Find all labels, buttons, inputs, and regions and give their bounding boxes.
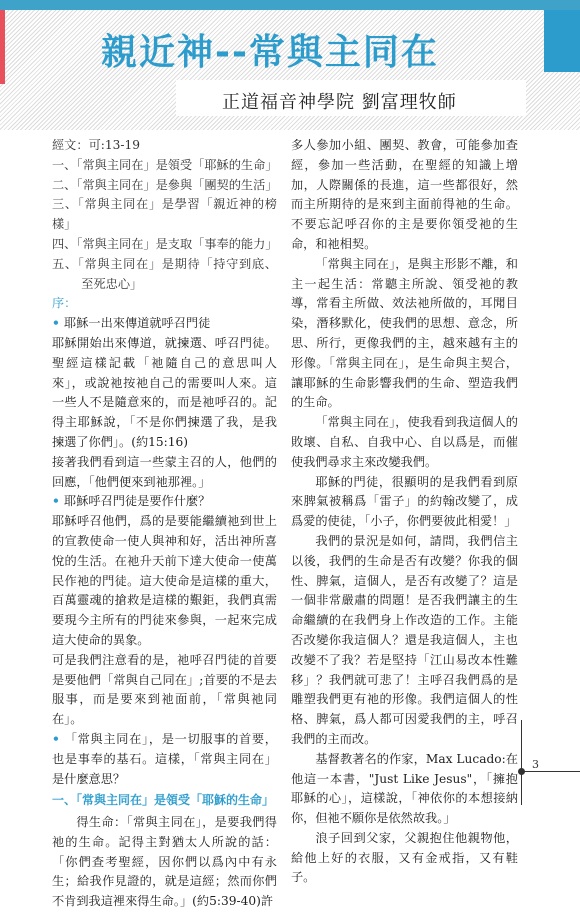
footer-dot bbox=[518, 768, 525, 775]
right-paragraph-2: 「常與主同在」，是與主形影不離，和主一起生活：常聽主所說、領受祂的教導，常看主所做、效法祂所做的，耳聞目染，潛移默化，使我們的思想、意念，所思、所行，更像我們的主，越來越有主的形像。「常與主同在」，是生命與主契合，讓耶穌的生命影響我們的生命、塑造我們的生命。 bbox=[291, 256, 518, 410]
scripture-line bbox=[52, 136, 277, 156]
top-blue-bar bbox=[0, 0, 580, 10]
bullet-3-text: 「常與主同在」，是一切服事的首要，也是事奉的基石。這樣，「常與主同在」是什麼意思？ bbox=[52, 731, 277, 786]
bullet-1-text: 耶穌一出來傳道就呼召門徒 bbox=[64, 316, 211, 331]
right-column bbox=[291, 136, 518, 888]
bullet-1 bbox=[52, 314, 277, 334]
footer-vertical-rule bbox=[521, 720, 522, 805]
right-paragraph-5: 我們的景況是如何，請問，我們信主以後，我們的生命是否有改變？你我的個性、脾氣，這個人，是否有改變了？這是一個非常嚴肅的問題！是否我們讓主的生命繼續的在我們身上作改造的工作。主能否改變你我這個人？還是我這個人，主也改變不了我？若是堅持「江山易改本性難移」？我們就可悲了！主呼召我們爲的是雕塑我們更有祂的形像。我們這個人的性格、脾氣，爲人都可因愛我們的主，呼召我們的主而改。 bbox=[291, 533, 518, 746]
right-paragraph-4: 耶穌的門徒，很顯明的是我們看到原來脾氣被稱爲「雷子」的約翰改變了，成爲愛的使徒，「小子，你們要彼此相愛！」 bbox=[291, 474, 518, 529]
article-author: 正道福音神學院 劉富理牧師 bbox=[222, 92, 457, 113]
section-heading-text: 一、「常與主同在」是領受「耶穌的生命」 bbox=[52, 793, 275, 808]
paragraph-3: 耶穌呼召他們，爲的是要能繼續祂到世上的宣教使命一使人與神和好，活出神所喜悅的生活。在祂升天前下達大使命一使萬民作祂的門徒。這大使命是這樣的重大，百萬靈魂的搶救是這樣的艱鉅，我們真需要現今主所有的門徒來參與，一起來完成這大使命的異象。 bbox=[52, 514, 277, 647]
outline-item-1: 一、「常與主同在」是領受「耶穌的生命」 bbox=[52, 157, 278, 172]
bullet-2-text: 耶穌呼召門徒是要作什麼？ bbox=[64, 494, 211, 509]
bullet-dot-icon: • bbox=[52, 316, 65, 331]
right-paragraph-1: 多人參加小組、團契、教會，可能參加查經，參加一些活動，在聖經的知識上增加，人際關係的長進，這一些都很好，然而主所期待的是來到主面前得祂的生命。不要忘記呼召你的主是要你領受祂的生命，和祂相契。 bbox=[291, 138, 518, 251]
bullet-dot-icon: • bbox=[52, 731, 65, 746]
right-blue-accent bbox=[544, 10, 580, 72]
outline-item-5: 五、「常與主同在」是期待「持守到底、至死忠心」 bbox=[52, 256, 277, 291]
outline-list bbox=[52, 156, 277, 295]
scripture-ref: 可:13-19 bbox=[88, 138, 140, 152]
right-paragraph-3: 「常與主同在」，使我看到我這個人的敗壞、自私、自我中心、自以爲是，而催使我們尋求主來改變我們。 bbox=[291, 415, 518, 469]
article-title: 親近神--常與主同在 bbox=[101, 32, 439, 73]
right-paragraph-6: 基督教著名的作家，Max Lucado:在他這一本書，"Just Like Jesus"，「擁抱耶穌的心」，這樣說，「神依你的本想接納你，但祂不願你是依然故我。」 bbox=[291, 751, 518, 826]
page-number: 3 bbox=[532, 758, 539, 771]
paragraph-5: 得生命：「常與主同在」，是要我們得祂的生命。記得主對猶太人所說的話：「你們查考聖經，因你們以爲內中有永生；給我作見證的，就是這經；然而你們不肯到我這裡來得生命。」(約5:39-40)許 bbox=[52, 815, 277, 909]
right-paragraph-7: 浪子回到父家，父親抱住他親物他，給他上好的衣服，又有金戒指，又有鞋子。 bbox=[291, 830, 518, 885]
outline-item-2: 二、「常與主同在」是參與「團契的生活」 bbox=[52, 177, 278, 192]
scripture-label: 經文： bbox=[52, 138, 89, 152]
bullet-2 bbox=[52, 492, 277, 512]
paragraph-1: 耶穌開始出來傳道，就揀選、呼召門徒。聖經這樣記載「祂隨自己的意思叫人來」，或說祂按祂自己的需要叫人來。這一些人不是隨意來的，而是祂呼召的。記得主耶穌說，「不是你們揀選了我，是我揀選了你們」。(約15:16) bbox=[52, 335, 277, 449]
outline-item-4: 四、「常與主同在」是支取「事奉的能力」 bbox=[52, 236, 278, 251]
paragraph-4: 可是我們注意看的是，祂呼召門徒的首要是要他們「常與自己同在」;首要的不是去服事，而是要來到祂面前，「常與祂同在」。 bbox=[52, 652, 277, 727]
paragraph-2: 接著我們看到這一些蒙主召的人，他們的回應，「他們便來到祂那裡。」 bbox=[52, 454, 277, 489]
bullet-dot-icon: • bbox=[52, 494, 65, 509]
left-column bbox=[52, 136, 277, 912]
left-red-accent bbox=[0, 10, 5, 84]
bullet-3 bbox=[52, 730, 277, 789]
footer-horizontal-rule bbox=[521, 771, 580, 772]
outline-item-3: 三、「常與主同在」是學習「親近神的榜樣」 bbox=[52, 197, 277, 232]
intro-label: 序： bbox=[52, 296, 77, 311]
section-heading-1 bbox=[52, 791, 277, 811]
